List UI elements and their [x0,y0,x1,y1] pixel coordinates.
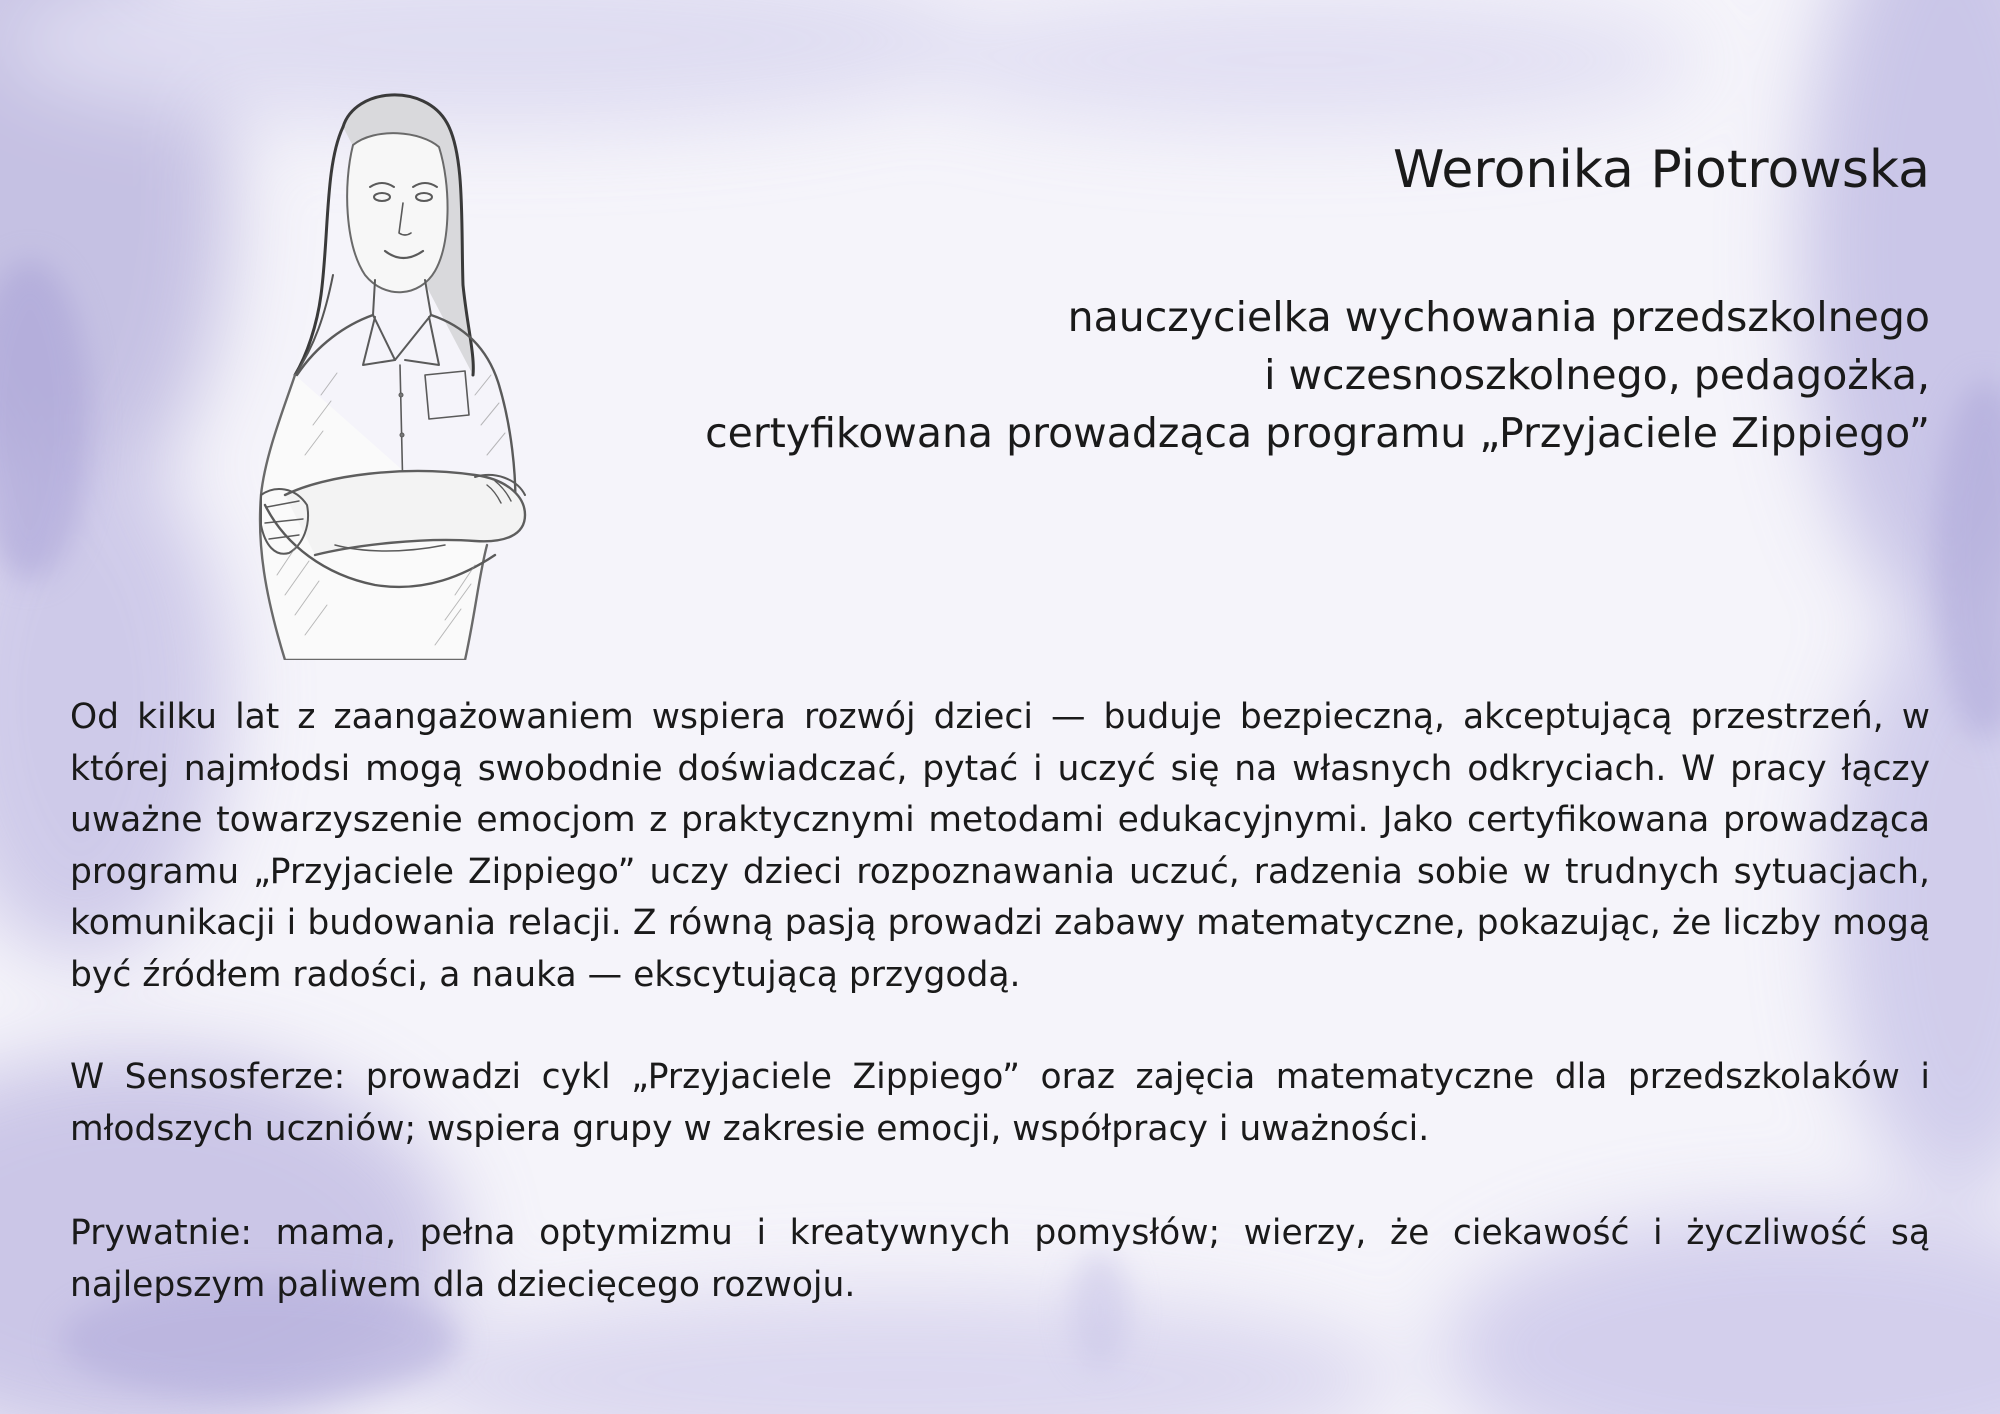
role-line: certyfikowana prowadząca programu „Przyjaciele Zippiego” [705,409,1930,457]
portrait-sketch [225,75,565,660]
role-line: nauczycielka wychowania przedszkolnego [1067,293,1930,341]
person-role [705,288,1930,462]
sensosfera-paragraph: W Sensosferze: prowadzi cykl „Przyjaciele Zippiego” oraz zajęcia matematyczne dla przedszkolaków i młodszych uczniów; wspiera grupy w zakresie emocji, współpracy i uważności. [70,1057,1930,1149]
role-line: i wczesnoszkolnego, pedagożka, [1264,351,1930,399]
bio-paragraph: Od kilku lat z zaangażowaniem wspiera rozwój dzieci — buduje bezpieczną, akceptującą przestrzeń, w której najmłodsi mogą swobodnie doświadczać, pytać i uczyć się na własnych odkryciach. W pracy łączy uważne towarzyszenie emocjom z praktycznymi metodami edukacyjnymi. Jako certyfikowana prowadząca programu „Przyjaciele Zippiego” uczy dzieci rozpoznawania uczuć, radzenia sobie w trudnych sytuacjach, komunikacji i budowania relacji. Z równą pasją prowadzi zabawy matematyczne, pokazując, że liczby mogą być źródłem radości, a nauka — ekscytującą przygodą. [70,697,1930,995]
private-paragraph: Prywatnie: mama, pełna optymizmu i kreatywnych pomysłów; wierzy, że ciekawość i życzliwość są najlepszym paliwem dla dziecięcego rozwoju. [70,1213,1930,1305]
person-name: Weronika Piotrowska [1392,140,1930,200]
